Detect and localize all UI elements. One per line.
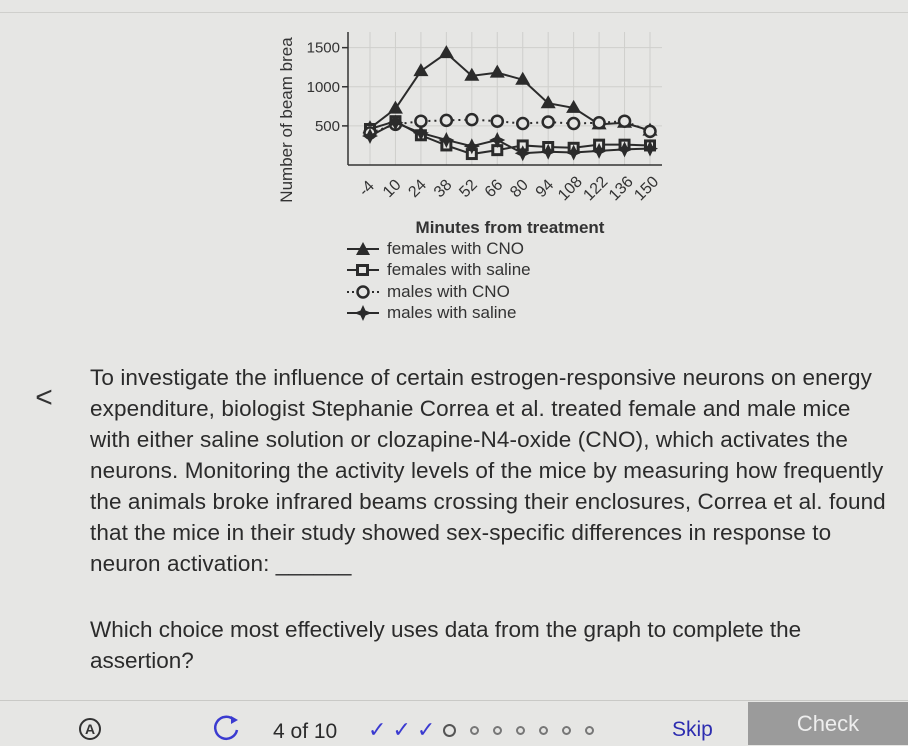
y-tick-label: 500 [314, 117, 340, 135]
data-point-circle [517, 118, 528, 129]
completed-check-icon: ✓ [368, 717, 387, 742]
x-axis-title: Minutes from treatment [415, 218, 605, 237]
star-marker-icon [345, 304, 381, 322]
data-point-circle [619, 116, 630, 127]
question-prompt: Which choice most effectively uses data from the graph to complete the assertion? [90, 617, 802, 673]
current-question-icon [443, 724, 456, 737]
legend-item [345, 281, 531, 303]
x-tick-label: 122 [580, 173, 612, 205]
skip-button[interactable]: Skip [672, 718, 713, 741]
line-chart [0, 0, 908, 240]
pending-question-icon [516, 726, 525, 735]
data-point-circle [543, 116, 554, 127]
completed-check-icon: ✓ [416, 717, 436, 742]
legend-label: males with CNO [387, 281, 510, 301]
x-tick-label: 136 [605, 173, 637, 205]
progress-indicator [368, 718, 594, 742]
series-line [370, 53, 650, 130]
data-point-triangle [413, 63, 428, 76]
x-tick-label: 24 [405, 176, 431, 202]
question-text: To investigate the influence of certain estrogen-responsive neurons on energy expenditure, biologist Stephanie Correa et al. treated female and male mice with either saline solution or clozapine-N4-oxide (CNO), which activates the neurons. Monitoring the activity levels of the mice by measuring how frequently the animals broke infrared beams crossing their enclosures, Correa et al. found that the mice in their study showed sex-specific differences in response to neuron activation: ______ [90, 365, 886, 576]
y-tick-label: 1000 [306, 78, 340, 96]
progress-counter: 4 of 10 [273, 720, 338, 743]
data-point-circle [492, 116, 503, 127]
completed-check-icon: ✓ [392, 717, 411, 742]
data-point-circle [594, 117, 605, 128]
y-tick-label: 1500 [306, 39, 340, 57]
x-tick-label: 108 [555, 173, 586, 205]
data-point-triangle [490, 65, 505, 78]
pending-question-icon [562, 726, 571, 735]
back-button[interactable]: < [35, 381, 53, 414]
y-axis-title: Number of beam brea [277, 37, 296, 203]
x-tick-label: 10 [379, 176, 405, 202]
retry-icon[interactable] [210, 714, 244, 742]
x-tick-label: 66 [481, 176, 507, 202]
answer-choice-a-icon[interactable]: A [79, 718, 101, 740]
data-point-square-inner [494, 147, 500, 153]
legend-item [345, 238, 531, 260]
x-tick-label: 80 [507, 176, 532, 202]
data-point-circle [568, 118, 579, 129]
chart-legend [345, 238, 531, 324]
pending-question-icon [493, 726, 502, 735]
legend-item [345, 260, 531, 282]
data-point-circle [441, 115, 452, 126]
pending-question-icon [470, 726, 479, 735]
x-tick-label: 94 [532, 176, 558, 202]
circle-marker-icon [345, 283, 381, 301]
square-marker-icon [345, 261, 381, 279]
data-point-triangle [439, 45, 454, 58]
x-tick-label: 52 [456, 176, 481, 202]
legend-label: males with saline [387, 303, 517, 323]
x-tick-label: 150 [631, 173, 663, 205]
x-tick-label: 38 [430, 176, 456, 202]
data-point-circle [645, 126, 656, 137]
pending-question-icon [539, 726, 548, 735]
pending-question-icon [585, 726, 594, 735]
triangle-marker-icon [345, 240, 381, 258]
x-tick-label: -4 [355, 177, 378, 200]
legend-label: females with CNO [387, 238, 524, 258]
legend-label: females with saline [387, 260, 531, 280]
legend-item [345, 303, 531, 325]
data-point-circle [466, 114, 477, 125]
check-button[interactable]: Check [748, 702, 908, 745]
